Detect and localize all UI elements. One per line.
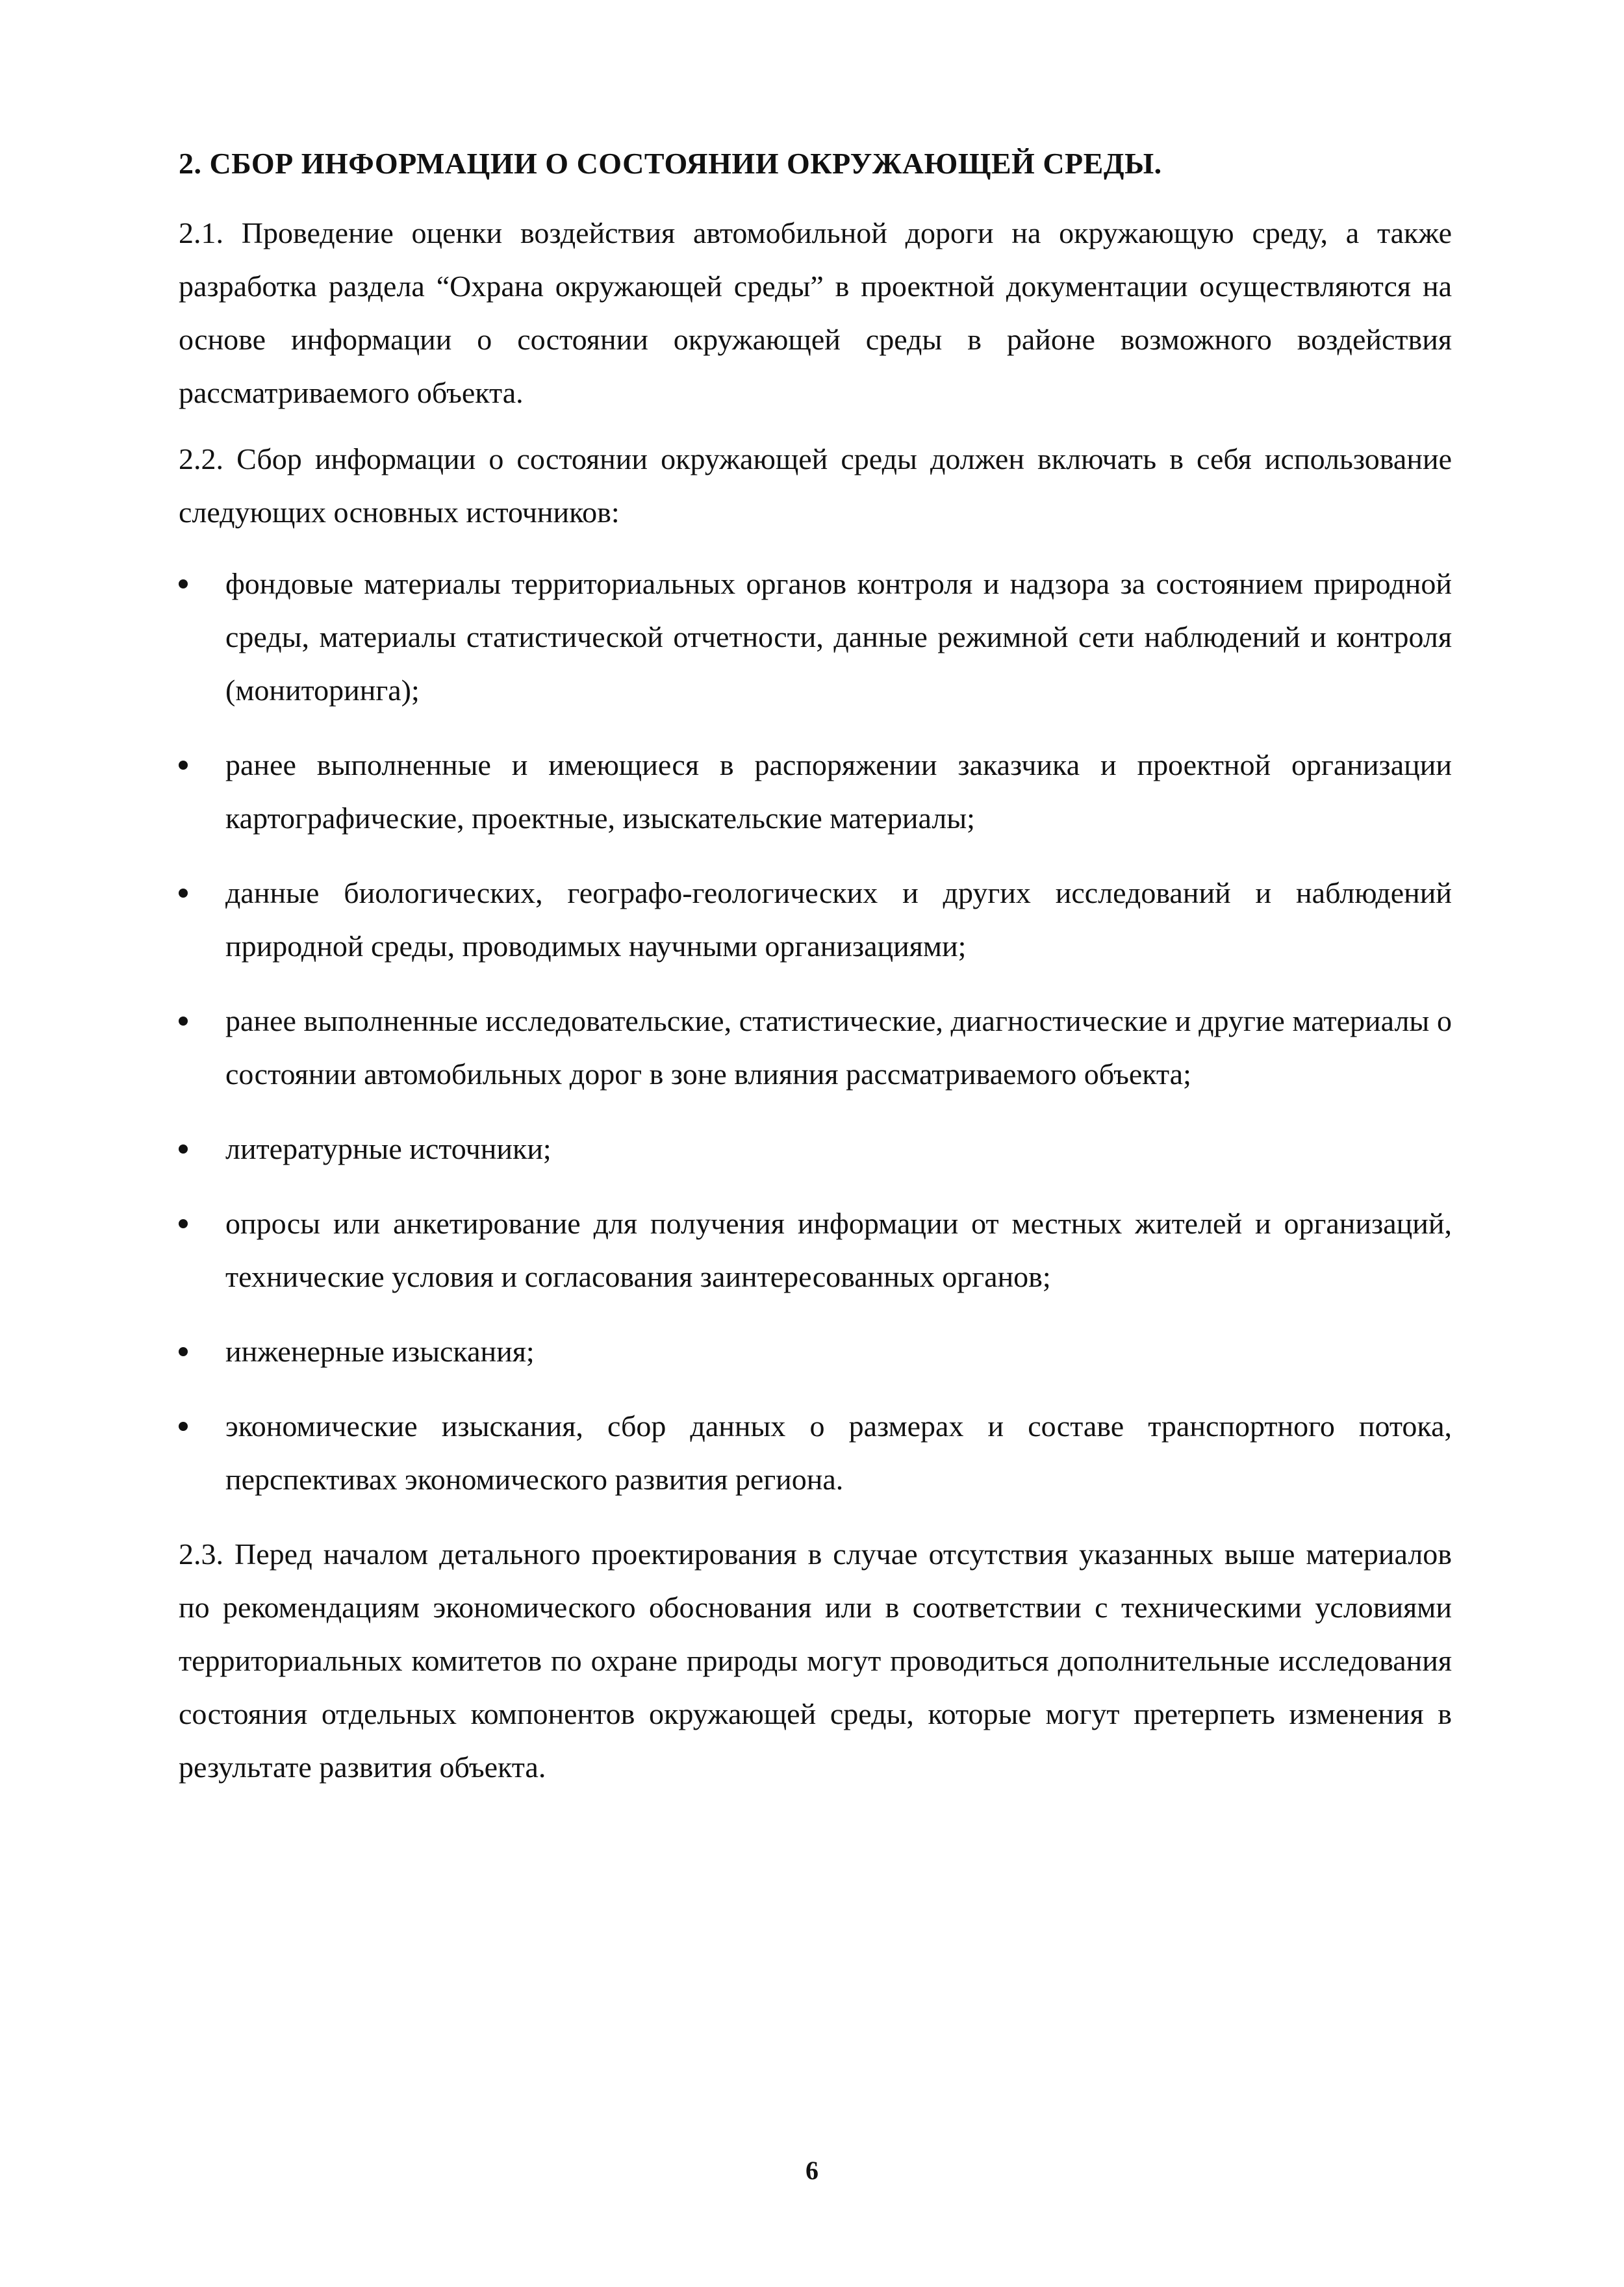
bullet-icon: [179, 1219, 188, 1228]
list-item-text: фондовые материалы территориальных органов контроля и надзора за состоянием природной среды, материалы статистической отчетности, данные режимной сети наблюдений и контроля (мониторинга);: [225, 567, 1452, 707]
list-item: [179, 739, 1452, 845]
list-item: [179, 866, 1452, 973]
bullet-icon: [179, 1017, 188, 1026]
section-heading: 2. СБОР ИНФОРМАЦИИ О СОСТОЯНИИ ОКРУЖАЮЩЕЙ СРЕДЫ.: [179, 147, 1162, 180]
list-item-text: ранее выполненные исследовательские, статистические, диагностические и другие материалы о состоянии автомобильных дорог в зоне влияния рассматриваемого объекта;: [225, 1004, 1452, 1091]
bullet-icon: [179, 761, 188, 770]
list-item: [179, 1122, 1452, 1176]
list-item-text: опросы или анкетирование для получения информации от местных жителей и организаций, технические условия и согласования заинтересованных органов;: [225, 1207, 1452, 1293]
bullet-icon: [179, 1144, 188, 1154]
paragraph-2-1: 2.1. Проведение оценки воздействия автомобильной дороги на окружающую среду, а также разработка раздела “Охрана окружающей среды” в проектной документации осуществляются на основе информации о состоянии окружающей среды в районе возможного воздействия рассматриваемого объекта.: [179, 216, 1452, 409]
bullet-icon: [179, 889, 188, 898]
list-item-text: инженерные изыскания;: [225, 1335, 535, 1368]
bullet-icon: [179, 579, 188, 588]
list-item-text: экономические изыскания, сбор данных о размерах и составе транспортного потока, перспективах экономического развития региона.: [225, 1409, 1452, 1496]
bullet-icon: [179, 1347, 188, 1356]
list-item: [179, 557, 1452, 717]
list-item-text: литературные источники;: [225, 1132, 552, 1165]
list-item: [179, 994, 1452, 1101]
list-item-text: ранее выполненные и имеющиеся в распоряжении заказчика и проектной организации картографические, проектные, изыскательские материалы;: [225, 748, 1452, 835]
page-number: 6: [806, 2156, 818, 2185]
list-item-text: данные биологических, географо-геологических и других исследований и наблюдений природной среды, проводимых научными организациями;: [225, 876, 1452, 963]
page-content: [179, 144, 1452, 1807]
list-item: [179, 1325, 1452, 1378]
paragraph-2-3: 2.3. Перед началом детального проектирования в случае отсутствия указанных выше материалов по рекомендациям экономического обоснования или в соответствии с техническими условиями территориальных комитетов по охране природы могут проводиться дополнительные исследования состояния отдельных компонентов окружающей среды, которые могут претерпеть изменения в результате развития объекта.: [179, 1537, 1452, 1784]
paragraph-2-2: 2.2. Сбор информации о состоянии окружающей среды должен включать в себя использование следующих основных источников:: [179, 442, 1452, 529]
list-item: [179, 1400, 1452, 1506]
bullet-icon: [179, 1422, 188, 1431]
list-item: [179, 1197, 1452, 1304]
sources-list: [179, 557, 1452, 1506]
